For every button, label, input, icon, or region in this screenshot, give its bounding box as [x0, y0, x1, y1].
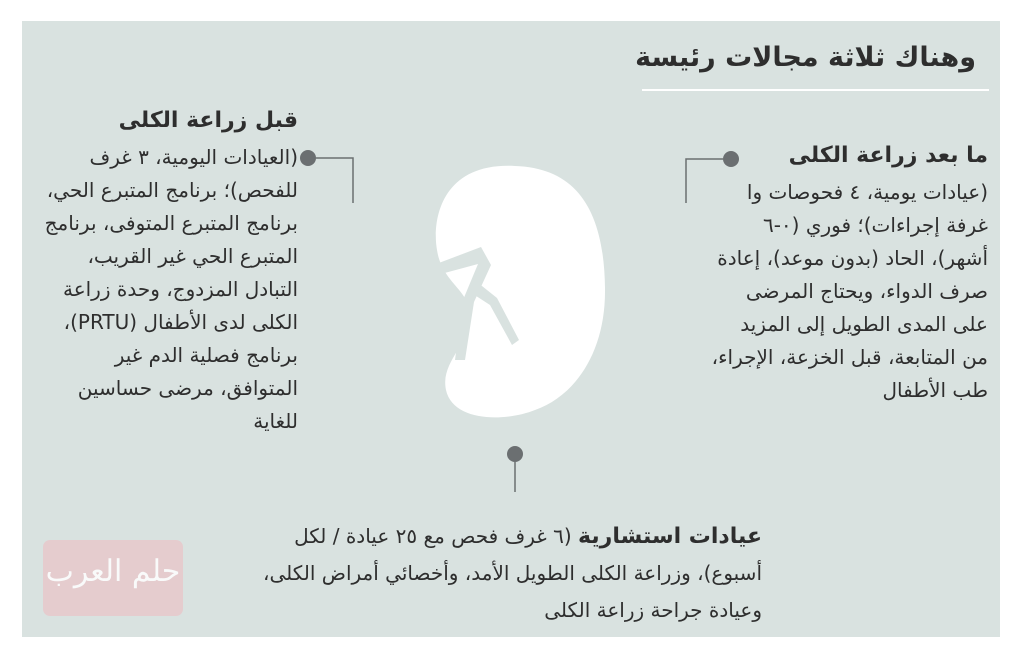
- pre-transplant-title: قبل زراعة الكلى: [118, 108, 298, 133]
- consulting-body: (٦ غرف فحص مع ٢٥ عيادة / لكل أسبوع)، وزراعة الكلى الطويل الأمد، وأخصائي أمراض الكلى، وعيادة جراحة زراعة الكلى: [262, 524, 762, 622]
- kidney-icon: [423, 166, 605, 418]
- consulting-block: [240, 518, 762, 629]
- header-title: وهناك ثلاثة مجالات رئيسة: [635, 42, 976, 73]
- post-transplant-body: (عيادات يومية، ٤ فحوصات وا غرفة إجراءات)؛ فوري (٠-٦ أشهر)، الحاد (بدون موعد)، إعادة صرف الدواء، ويحتاج المرضى على المدى الطويل إلى المزيد من المتابعة، قبل الخزعة، الإجراء، طب الأطفال: [711, 180, 988, 402]
- post-transplant-block: [710, 136, 988, 407]
- consulting-connector: [507, 446, 523, 492]
- connector-dot: [300, 150, 316, 166]
- watermark-text: حلم العرب: [45, 554, 181, 589]
- pre-transplant-connector: [300, 150, 353, 203]
- watermark-logo: [43, 540, 183, 616]
- kidney-shape: [436, 166, 605, 418]
- pre-transplant-body: (العيادات اليومية، ٣ غرف للفحص)؛ برنامج المتبرع الحي، برنامج المتبرع المتوفى، برنامج المتبرع الحي غير القريب، التبادل المزدوج، وحدة زراعة الكلى لدى الأطفال (PRTU)، برنامج فصلية الدم غير المتوافق، مرضى حساسين للغاية: [44, 145, 298, 433]
- pre-transplant-block: [40, 101, 298, 438]
- connector-line: [316, 158, 353, 203]
- post-transplant-title: ما بعد زراعة الكلى: [788, 143, 988, 168]
- consulting-title: عيادات استشارية: [578, 524, 762, 549]
- connector-dot: [507, 446, 523, 462]
